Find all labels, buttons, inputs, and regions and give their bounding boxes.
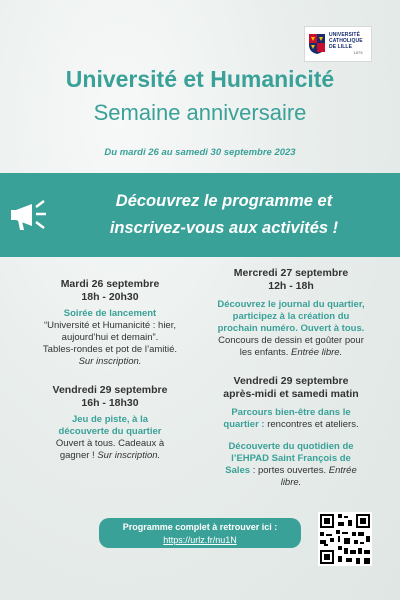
- banner-text: Découvrez le programme et inscrivez-vous aux activités !: [109, 192, 339, 237]
- program-link-url[interactable]: https://urlz.fr/nu1N: [163, 535, 237, 545]
- page-title: Université et Humanicité: [65, 66, 335, 92]
- university-logo: [304, 26, 372, 62]
- program-link-label: Programme complet à retrouver ici :: [122, 522, 278, 532]
- tuesday-event: Mardi 26 septembre 18h - 20h30 Soirée de lancement “Université et Humanicité : hier, aujourd’hui et demain”. Tables-rondes et pot de l’amitié. Sur inscription.: [42, 278, 178, 367]
- wednesday-event: Mercredi 27 septembre 12h - 18h Découvrez le journal du quartier, participez à la création du prochain numéro. Ouvert à tous. Concours de dessin et goûter pour les enfants. Entrée libre.: [217, 267, 365, 358]
- qr-code-icon[interactable]: [318, 512, 372, 566]
- friday-treasure-hunt: Vendredi 29 septembre 16h - 18h30 Jeu de piste, à la découverte du quartier Ouvert à tous. Cadeaux à gagner ! Sur inscription.: [52, 384, 168, 461]
- shield-icon: [308, 33, 326, 55]
- megaphone-icon: [6, 190, 58, 242]
- event-dates: Du mardi 26 au samedi 30 septembre 2023: [104, 147, 296, 158]
- page-subtitle: Semaine anniversaire: [93, 100, 307, 125]
- program-link-box[interactable]: [99, 518, 301, 548]
- logo-text: UNIVERSITÉ CATHOLIQUE DE LILLE 1875: [329, 32, 363, 55]
- friday-weekend-events: Vendredi 29 septembre après-midi et samedi matin Parcours bien-être dans le quartier : rencontres et ateliers. Découverte du quotidien de l’EHPAD Saint François de Sales : portes ouvertes. Entrée libre.: [223, 375, 359, 488]
